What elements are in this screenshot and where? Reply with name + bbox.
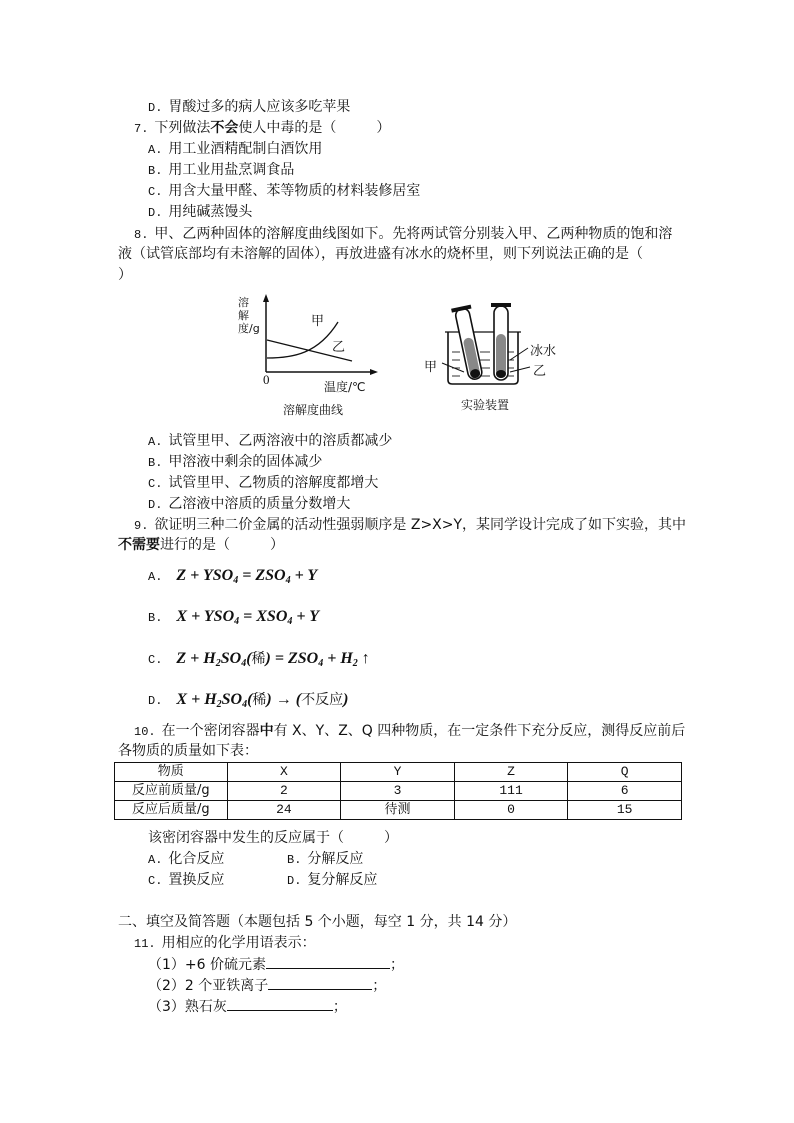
stem-text: 欲证明三种二价金属的活动性强弱顺序是 Z>X>Y，某同学设计完成了如下实验，其中 <box>154 517 687 533</box>
option-label: D. <box>148 694 163 708</box>
paren-close: ） <box>384 830 398 846</box>
x-axis-label: 温度/℃ <box>324 380 366 394</box>
option-label: B. <box>148 164 163 178</box>
option-label: C. <box>148 874 163 888</box>
emphasis-text: 不会 <box>210 120 239 136</box>
q9-stem-line2 <box>118 535 284 555</box>
equation-b: $X + YSO_4 = XSO_4 + Y$ <box>176 608 319 627</box>
stem-text: 使人中毒的是（ <box>238 120 337 136</box>
q9-option-a <box>148 565 317 592</box>
option-text: 用工业用盐烹调食品 <box>168 162 295 178</box>
table-cell: 待测 <box>341 801 455 820</box>
table-cell: X <box>227 763 341 782</box>
option-label: B. <box>287 853 302 867</box>
q8-stem-line2: 液（试管底部均有未溶解的固体），再放进盛有冰水的烧杯里，则下列说法正确的是（ <box>118 246 643 262</box>
origin-label: 0 <box>263 372 270 387</box>
question-number: 7. <box>134 122 149 136</box>
option-text: 分解反应 <box>307 851 364 867</box>
q8-option-b <box>148 452 322 473</box>
q7-option-c <box>148 181 420 202</box>
section-2-title: 二、填空及简答题（本题包括 5 个小题，每空 1 分，共 14 分） <box>118 914 517 930</box>
table-row <box>115 782 682 801</box>
label-jia: 甲 <box>424 360 438 375</box>
table-cell: 0 <box>454 801 568 820</box>
table-cell: 物质 <box>115 763 228 782</box>
item-end: ； <box>390 957 405 973</box>
item-label: （1） <box>148 957 185 973</box>
label-yi: 乙 <box>533 364 547 379</box>
q7-stem <box>134 118 390 139</box>
table-cell: Q <box>568 763 682 782</box>
table-cell: 3 <box>341 782 455 801</box>
question-number: 10. <box>134 725 156 739</box>
table-cell: Z <box>454 763 568 782</box>
item-end: ； <box>332 999 347 1015</box>
table-cell: 111 <box>454 782 568 801</box>
option-text: 用含大量甲醛、苯等物质的材料装修居室 <box>168 183 421 199</box>
q11-item-1 <box>148 954 404 975</box>
q11-stem <box>134 933 316 954</box>
figure-left-caption: 溶解度曲线 <box>283 403 344 417</box>
q10-follow-up <box>148 828 398 848</box>
option-label: D. <box>148 206 163 220</box>
q10-option-a <box>148 849 224 870</box>
option-label: A. <box>148 143 163 157</box>
answer-blank[interactable] <box>227 996 333 1011</box>
q7-option-a <box>148 139 322 160</box>
q10-option-c <box>148 870 224 891</box>
option-text: 置换反应 <box>168 872 225 888</box>
q10-stem-line2: 各物质的质量如下表： <box>118 743 258 759</box>
stem-text: 有 X、Y、Z、Q 四种物质，在一定条件下充分反应，测得反应前后 <box>273 723 686 739</box>
item-text: +6 价硫元素 <box>184 957 267 973</box>
y-axis-label: 溶解度/g <box>238 296 260 335</box>
solubility-curve-figure <box>238 292 388 392</box>
option-text: 胃酸过多的病人应该多吃苹果 <box>168 99 351 115</box>
q9-option-c <box>148 648 370 675</box>
curve-label-yi: 乙 <box>332 340 346 355</box>
option-text: 试管里甲、乙两溶液中的溶质都减少 <box>168 433 393 449</box>
equation-a: $Z + YSO_4 = ZSO_4 + Y$ <box>176 567 318 586</box>
question-number: 11. <box>134 937 156 951</box>
table-cell: 15 <box>568 801 682 820</box>
option-label: C. <box>148 185 163 199</box>
stem-text: 在一个密闭容器 <box>161 723 260 739</box>
option-label: A. <box>148 853 163 867</box>
item-label: （3） <box>148 999 185 1015</box>
option-text: 用纯碱蒸馒头 <box>168 204 253 220</box>
question-number: 9. <box>134 519 149 533</box>
item-text: 2 个亚铁离子 <box>184 978 269 994</box>
table-cell: 反应前质量/g <box>115 782 228 801</box>
question-number: 8. <box>134 228 149 242</box>
experiment-setup-figure <box>424 300 570 390</box>
answer-blank[interactable] <box>266 954 390 969</box>
option-text: 用工业酒精配制白酒饮用 <box>168 141 323 157</box>
q8-option-c <box>148 473 378 494</box>
stem-text: 甲、乙两种固体的溶解度曲线图如下。先将两试管分别装入甲、乙两种物质的饱和溶 <box>154 226 673 242</box>
option-text: 复分解反应 <box>307 872 378 888</box>
equation-c: $Z + H_2SO_4$(稀) = $ZSO_4 + H_2$ ↑ <box>176 650 370 669</box>
q9-option-d <box>148 689 348 716</box>
q11-item-3 <box>148 996 347 1017</box>
label-ice-water: 冰水 <box>530 344 557 359</box>
option-label: C. <box>148 477 163 491</box>
item-text: 熟石灰 <box>184 999 227 1015</box>
emphasis-text: 不需要 <box>118 537 160 553</box>
option-label: D. <box>148 498 163 512</box>
table-header-row <box>115 763 682 782</box>
option-label: D. <box>287 874 302 888</box>
item-label: （2） <box>148 978 185 994</box>
emphasis-text: 中 <box>259 723 274 739</box>
q8-stem-line3: ） <box>118 267 132 283</box>
item-end: ； <box>372 978 387 994</box>
table-cell: 24 <box>227 801 341 820</box>
q10-option-d <box>287 870 377 891</box>
figure-right-caption: 实验装置 <box>461 398 510 412</box>
q10-option-b <box>287 849 363 870</box>
paren-close: ） <box>376 120 391 136</box>
q9-stem-line1 <box>134 515 686 536</box>
solubility-chart <box>238 292 388 392</box>
stem-text: 用相应的化学用语表示： <box>161 935 316 951</box>
table-cell: 2 <box>227 782 341 801</box>
paren-close: ） <box>270 537 284 553</box>
mass-table <box>114 762 682 820</box>
stem-text: 进行的是（ <box>160 537 230 553</box>
stem-text: 该密闭容器中发生的反应属于（ <box>148 830 344 846</box>
table-row <box>115 801 682 820</box>
option-label: A. <box>148 570 163 584</box>
option-label: B. <box>148 456 163 470</box>
equation-d: $X + H_2SO_4$(稀) → (不反应) <box>176 691 349 710</box>
q11-item-2 <box>148 975 386 996</box>
curve-label-jia: 甲 <box>311 314 325 329</box>
q6-option-d <box>148 97 350 118</box>
stem-text: 下列做法 <box>154 120 211 136</box>
option-label: B. <box>148 611 163 625</box>
q8-option-d <box>148 494 350 515</box>
q8-stem-line1 <box>134 224 672 245</box>
option-label: A. <box>148 435 163 449</box>
q8-option-a <box>148 431 392 452</box>
answer-blank[interactable] <box>268 975 372 990</box>
option-label: C. <box>148 653 163 667</box>
option-text: 乙溶液中溶质的质量分数增大 <box>168 496 351 512</box>
q10-stem-line1 <box>134 721 685 742</box>
option-label: D. <box>148 101 163 115</box>
option-text: 甲溶液中剩余的固体减少 <box>168 454 323 470</box>
q7-option-b <box>148 160 294 181</box>
option-text: 化合反应 <box>168 851 225 867</box>
table-cell: 反应后质量/g <box>115 801 228 820</box>
table-cell: Y <box>341 763 455 782</box>
q7-option-d <box>148 202 252 223</box>
option-text: 试管里甲、乙物质的溶解度都增大 <box>168 475 379 491</box>
table-cell: 6 <box>568 782 682 801</box>
q9-option-b <box>148 606 319 633</box>
